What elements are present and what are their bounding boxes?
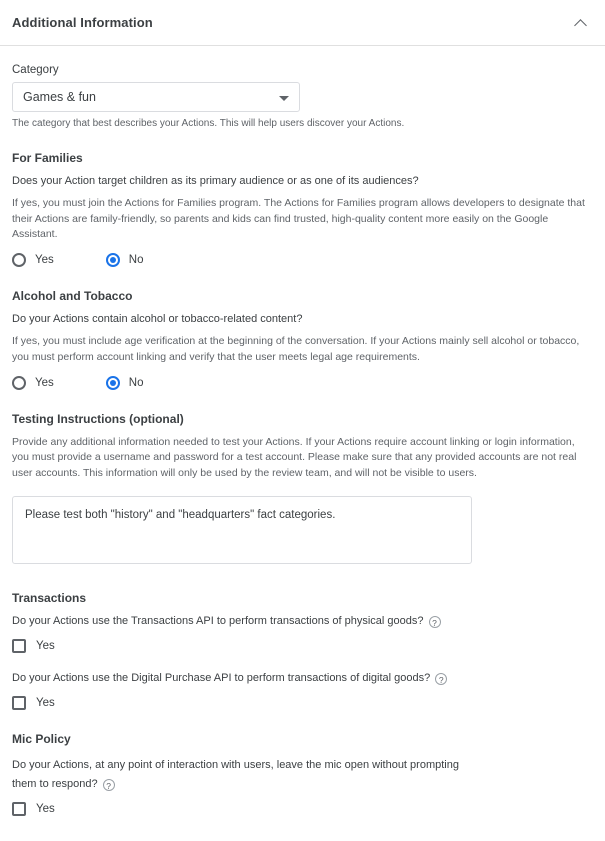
alcohol-tobacco-help: If yes, you must include age verification at the beginning of the conversation. If your Actions mainly sell alcohol or tobacco, you must perform account linking and verify that the user meets legal age requirements. — [12, 335, 580, 363]
transactions-title: Transactions — [12, 590, 87, 605]
for-families-title: For Families — [12, 151, 83, 165]
transactions-digital-question: Do your Actions use the Digital Purchase API to perform transactions of digital goods? — [12, 671, 431, 684]
chevron-down-icon — [279, 96, 289, 101]
testing-instructions-textarea[interactable] — [12, 496, 472, 564]
checkbox-icon[interactable] — [12, 802, 26, 816]
mic-policy-checkbox-row[interactable] — [12, 802, 593, 816]
transactions-physical-question-row — [12, 614, 593, 630]
for-families-radio-no[interactable] — [106, 253, 144, 267]
transactions-physical-question: Do your Actions use the Transactions API to perform transactions of physical goods? — [12, 614, 424, 627]
page-title: Additional Information — [12, 15, 153, 30]
transactions-physical-checkbox-row[interactable] — [12, 639, 593, 653]
section-header — [0, 0, 605, 46]
radio-circle-selected-icon — [106, 376, 120, 390]
alcohol-tobacco-title: Alcohol and Tobacco — [12, 289, 133, 304]
alcohol-tobacco-radio-no[interactable] — [106, 376, 144, 390]
for-families-no-label: No — [128, 254, 144, 267]
checkbox-icon[interactable] — [12, 696, 26, 710]
help-icon[interactable]: ? — [103, 779, 115, 791]
testing-instructions-title: Testing Instructions (optional) — [12, 411, 184, 426]
help-icon[interactable]: ? — [435, 673, 447, 685]
radio-circle-icon — [12, 376, 26, 390]
chevron-up-icon[interactable] — [575, 16, 589, 30]
for-families-question: Does your Action target children as its primary audience or as one of its audiences? — [12, 175, 419, 187]
testing-instructions-help: Provide any additional information needed to test your Actions. If your Actions require account linking or login information, you must provide a username and password for a test account. Please make sure that any provided accounts are not real user accounts. This information will only be used by the review team, and will not be visible to users. — [12, 435, 577, 480]
mic-policy-title: Mic Policy — [12, 731, 71, 746]
checkbox-icon[interactable] — [12, 639, 26, 653]
for-families-radio-yes[interactable] — [12, 253, 54, 267]
mic-policy-question: Do your Actions, at any point of interaction with users, leave the mic open without prompting them to respond? — [12, 758, 459, 790]
help-icon[interactable]: ? — [429, 616, 441, 628]
transactions-digital-checkbox-row[interactable] — [12, 696, 593, 710]
for-families-yes-label: Yes — [35, 254, 54, 267]
category-hint: The category that best describes your Actions. This will help users discover your Actions. — [12, 118, 405, 129]
mic-policy-checkbox-label: Yes — [36, 802, 55, 815]
alcohol-tobacco-radio-group — [12, 376, 593, 390]
for-families-radio-group — [12, 253, 593, 267]
transactions-digital-question-row — [12, 671, 593, 687]
form-content — [0, 64, 605, 816]
transactions-digital-checkbox-label: Yes — [36, 696, 55, 709]
alcohol-tobacco-question: Do your Actions contain alcohol or tobacco-related content? — [12, 313, 303, 326]
radio-circle-icon — [12, 253, 26, 267]
for-families-help: If yes, you must join the Actions for Families program. The Actions for Families program allows developers to designate that their Actions are family-friendly, so parents and kids can find trusted, high-quality content more easily on the Google Assistant. — [12, 196, 585, 241]
transactions-physical-checkbox-label: Yes — [36, 639, 55, 652]
mic-policy-question-row — [12, 755, 482, 793]
category-selected-value: Games & fun — [23, 90, 96, 104]
alcohol-tobacco-radio-yes[interactable] — [12, 376, 54, 390]
radio-circle-selected-icon — [106, 253, 120, 267]
category-select[interactable] — [12, 82, 300, 112]
alcohol-tobacco-yes-label: Yes — [35, 376, 54, 389]
alcohol-tobacco-no-label: No — [128, 376, 144, 389]
category-label: Category — [12, 64, 59, 76]
